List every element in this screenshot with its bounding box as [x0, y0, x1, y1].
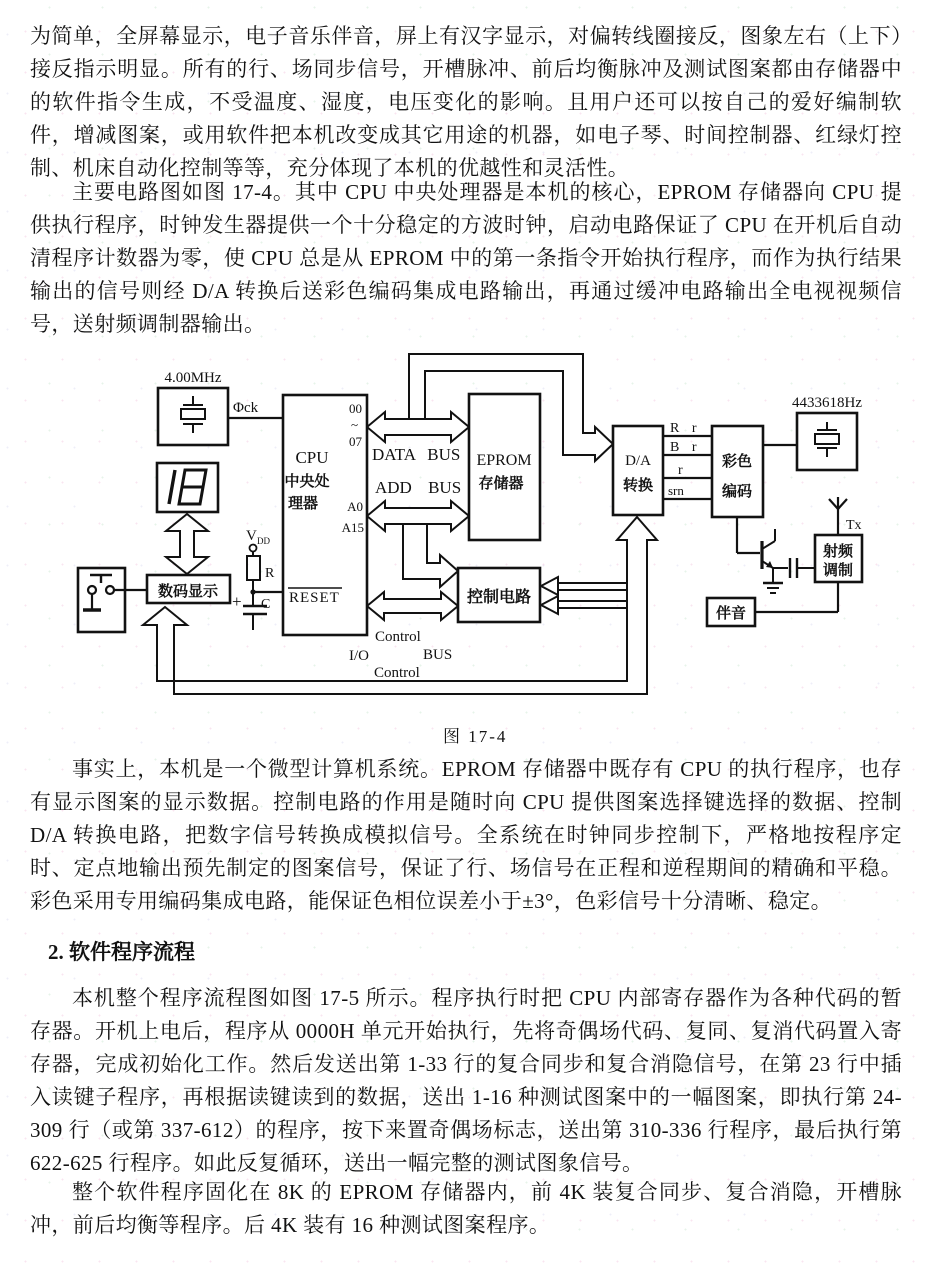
vdd-label: V	[246, 528, 257, 544]
eprom-block	[469, 394, 540, 540]
control-top-label: Control	[375, 629, 421, 645]
resistor-label: R	[265, 566, 275, 581]
bus-label: BUS	[423, 647, 453, 663]
da-to-encoder-signals	[663, 421, 712, 499]
da-converter-block	[613, 426, 663, 515]
subcarrier-crystal-block	[763, 395, 862, 470]
cpu-pin-a0: A0	[347, 499, 363, 514]
clock-crystal-block	[158, 370, 283, 445]
section-heading: 2. 软件程序流程	[48, 940, 195, 964]
display-bus-arrow	[166, 514, 208, 574]
rf-label-1: 射频	[822, 544, 854, 560]
paragraph-2: 主要电路图如图 17-4。其中 CPU 中央处理器是本机的核心，EPROM 存储器向 CPU 提供执行程序，时钟发生器提供一个十分稳定的方波时钟，启动电路保证了 CPU 在开机后自动清程序计数器为零，使 CPU 总是从 EPROM 中的第一条指令开始执行程序，而作为执行结果输出的信号则经 D/A 转换后送彩色编码集成电路输出，再通过缓冲电路输出全电视视频信号，送射频调制器输出。	[30, 180, 902, 336]
tx-label: Tx	[846, 518, 862, 533]
sound-label: 伴音	[715, 606, 747, 622]
crystal1-frequency: 4.00MHz	[164, 370, 222, 386]
paragraph-3: 事实上，本机是一个微型计算机系统。EPROM 存储器中既存有 CPU 的执行程序，也存有显示图案的显示数据。控制电路的作用是随时向 CPU 提供图案选择键选择的数据、控制 D/A 转换电路，把数字信号转换成模拟信号。全系统在时钟同步控制下，严格地按程序定时、定点地输出预先制定的图案信号，保证了行、场信号在正程和逆程期间的精确和平稳。彩色采用专用编码集成电路，能保证色相位误差小于±3°，色彩信号十分清晰、稳定。	[30, 757, 902, 913]
cpu-label-3: 理器	[287, 496, 319, 512]
io-label: I/O	[349, 648, 369, 664]
da-label-1: D/A	[625, 453, 651, 469]
cpu-reset-pin: RESET	[289, 590, 340, 606]
clock-pin-label: Φck	[233, 400, 259, 416]
control-circuit-label: 控制电路	[466, 589, 532, 606]
circuit-block-diagram	[0, 345, 928, 745]
paragraph-1: 为简单，全屏幕显示，电子音乐伴音，屏上有汉字显示，对偏转线圈接反，图象左右（上下）接反指示明显。所有的行、场同步信号，开槽脉冲、前后均衡脉冲及测试图案都由存储器中的软件指令生成，不受温度、湿度，电压变化的影响。且用户还可以按自己的爱好编制软件，增减图案，或用软件把本机改变成其它用途的机器，如电子琴、时间控制器、红绿灯控制、机床自动化控制等等，充分体现了本机的优越性和灵活性。	[30, 24, 902, 180]
numeric-display-label: 数码显示	[157, 584, 219, 600]
signal-label-1: R r	[670, 421, 697, 436]
capacitor-label: C	[261, 597, 271, 612]
add-bus-label: ADD BUS	[375, 478, 462, 497]
rf-modulator-block	[815, 497, 862, 582]
color-encoder-block	[712, 426, 763, 517]
paragraph-5: 整个软件程序固化在 8K 的 EPROM 存储器内，前 4K 装复合同步、复合消隐，开槽脉冲，前后均衡等程序。后 4K 装有 16 种测试图案程序。	[30, 1180, 902, 1237]
bus-to-control-arrows	[541, 577, 627, 614]
cpu-pin-07: 07	[349, 434, 362, 449]
color-encoder-label-2: 编码	[721, 484, 753, 500]
cpu-pin-tilde: ~	[350, 417, 358, 432]
data-bus-label: DATA BUS	[372, 445, 461, 464]
reset-rc-circuit	[232, 528, 283, 630]
numeric-display-block	[147, 575, 230, 603]
antenna-icon	[829, 497, 847, 535]
address-branch-arrow	[403, 524, 458, 587]
seven-segment-display-block	[157, 463, 218, 512]
control-bottom-label: Control	[374, 665, 420, 681]
cpu-block	[283, 395, 367, 635]
capacitor-plus: +	[232, 592, 242, 611]
color-encoder-label-1: 彩色	[721, 454, 753, 470]
paragraph-4: 本机整个程序流程图如图 17-5 所示。程序执行时把 CPU 内部寄存器作为各种代码的暂存器。开机上电后，程序从 0000H 单元开始执行，先将奇偶场代码、复同、复消代码置入寄存器，完成初始化工作。然后发送出第 1-33 行的复合同步和复合消隐信号，在第 23 行中插入读键子程序，再根据读键读到的数据，送出 1-16 种测试图案中的一幅图案，即执行第 24-309 行（或第 337-612）的程序，按下来置奇偶场标志，送出第 310-336 行程序，最后执行第 622-625 行程序。如此反复循环，送出一幅完整的测试图象信号。	[30, 986, 902, 1175]
figure-caption: 图 17-4	[443, 727, 508, 745]
crystal2-frequency: 4433618Hz	[792, 395, 862, 411]
vdd-sub-label: DD	[257, 536, 270, 546]
eprom-label-1: EPROM	[476, 452, 532, 469]
signal-label-4: srn	[668, 483, 684, 498]
da-label-2: 转换	[622, 478, 654, 494]
buffer-transistor-circuit	[737, 517, 815, 593]
cpu-pin-00: 00	[349, 401, 362, 416]
eprom-label-2: 存储器	[478, 476, 524, 492]
cpu-pin-a15: A15	[341, 520, 364, 535]
cpu-label-2: 中央处	[284, 474, 330, 490]
signal-label-2: B r	[670, 440, 697, 455]
rf-label-2: 调制	[822, 563, 854, 579]
control-io-bus-arrow	[367, 592, 458, 620]
cpu-label-1: CPU	[295, 448, 329, 467]
key-switch-block	[78, 568, 147, 632]
signal-label-3: r	[678, 463, 683, 478]
control-circuit-block	[458, 568, 540, 622]
